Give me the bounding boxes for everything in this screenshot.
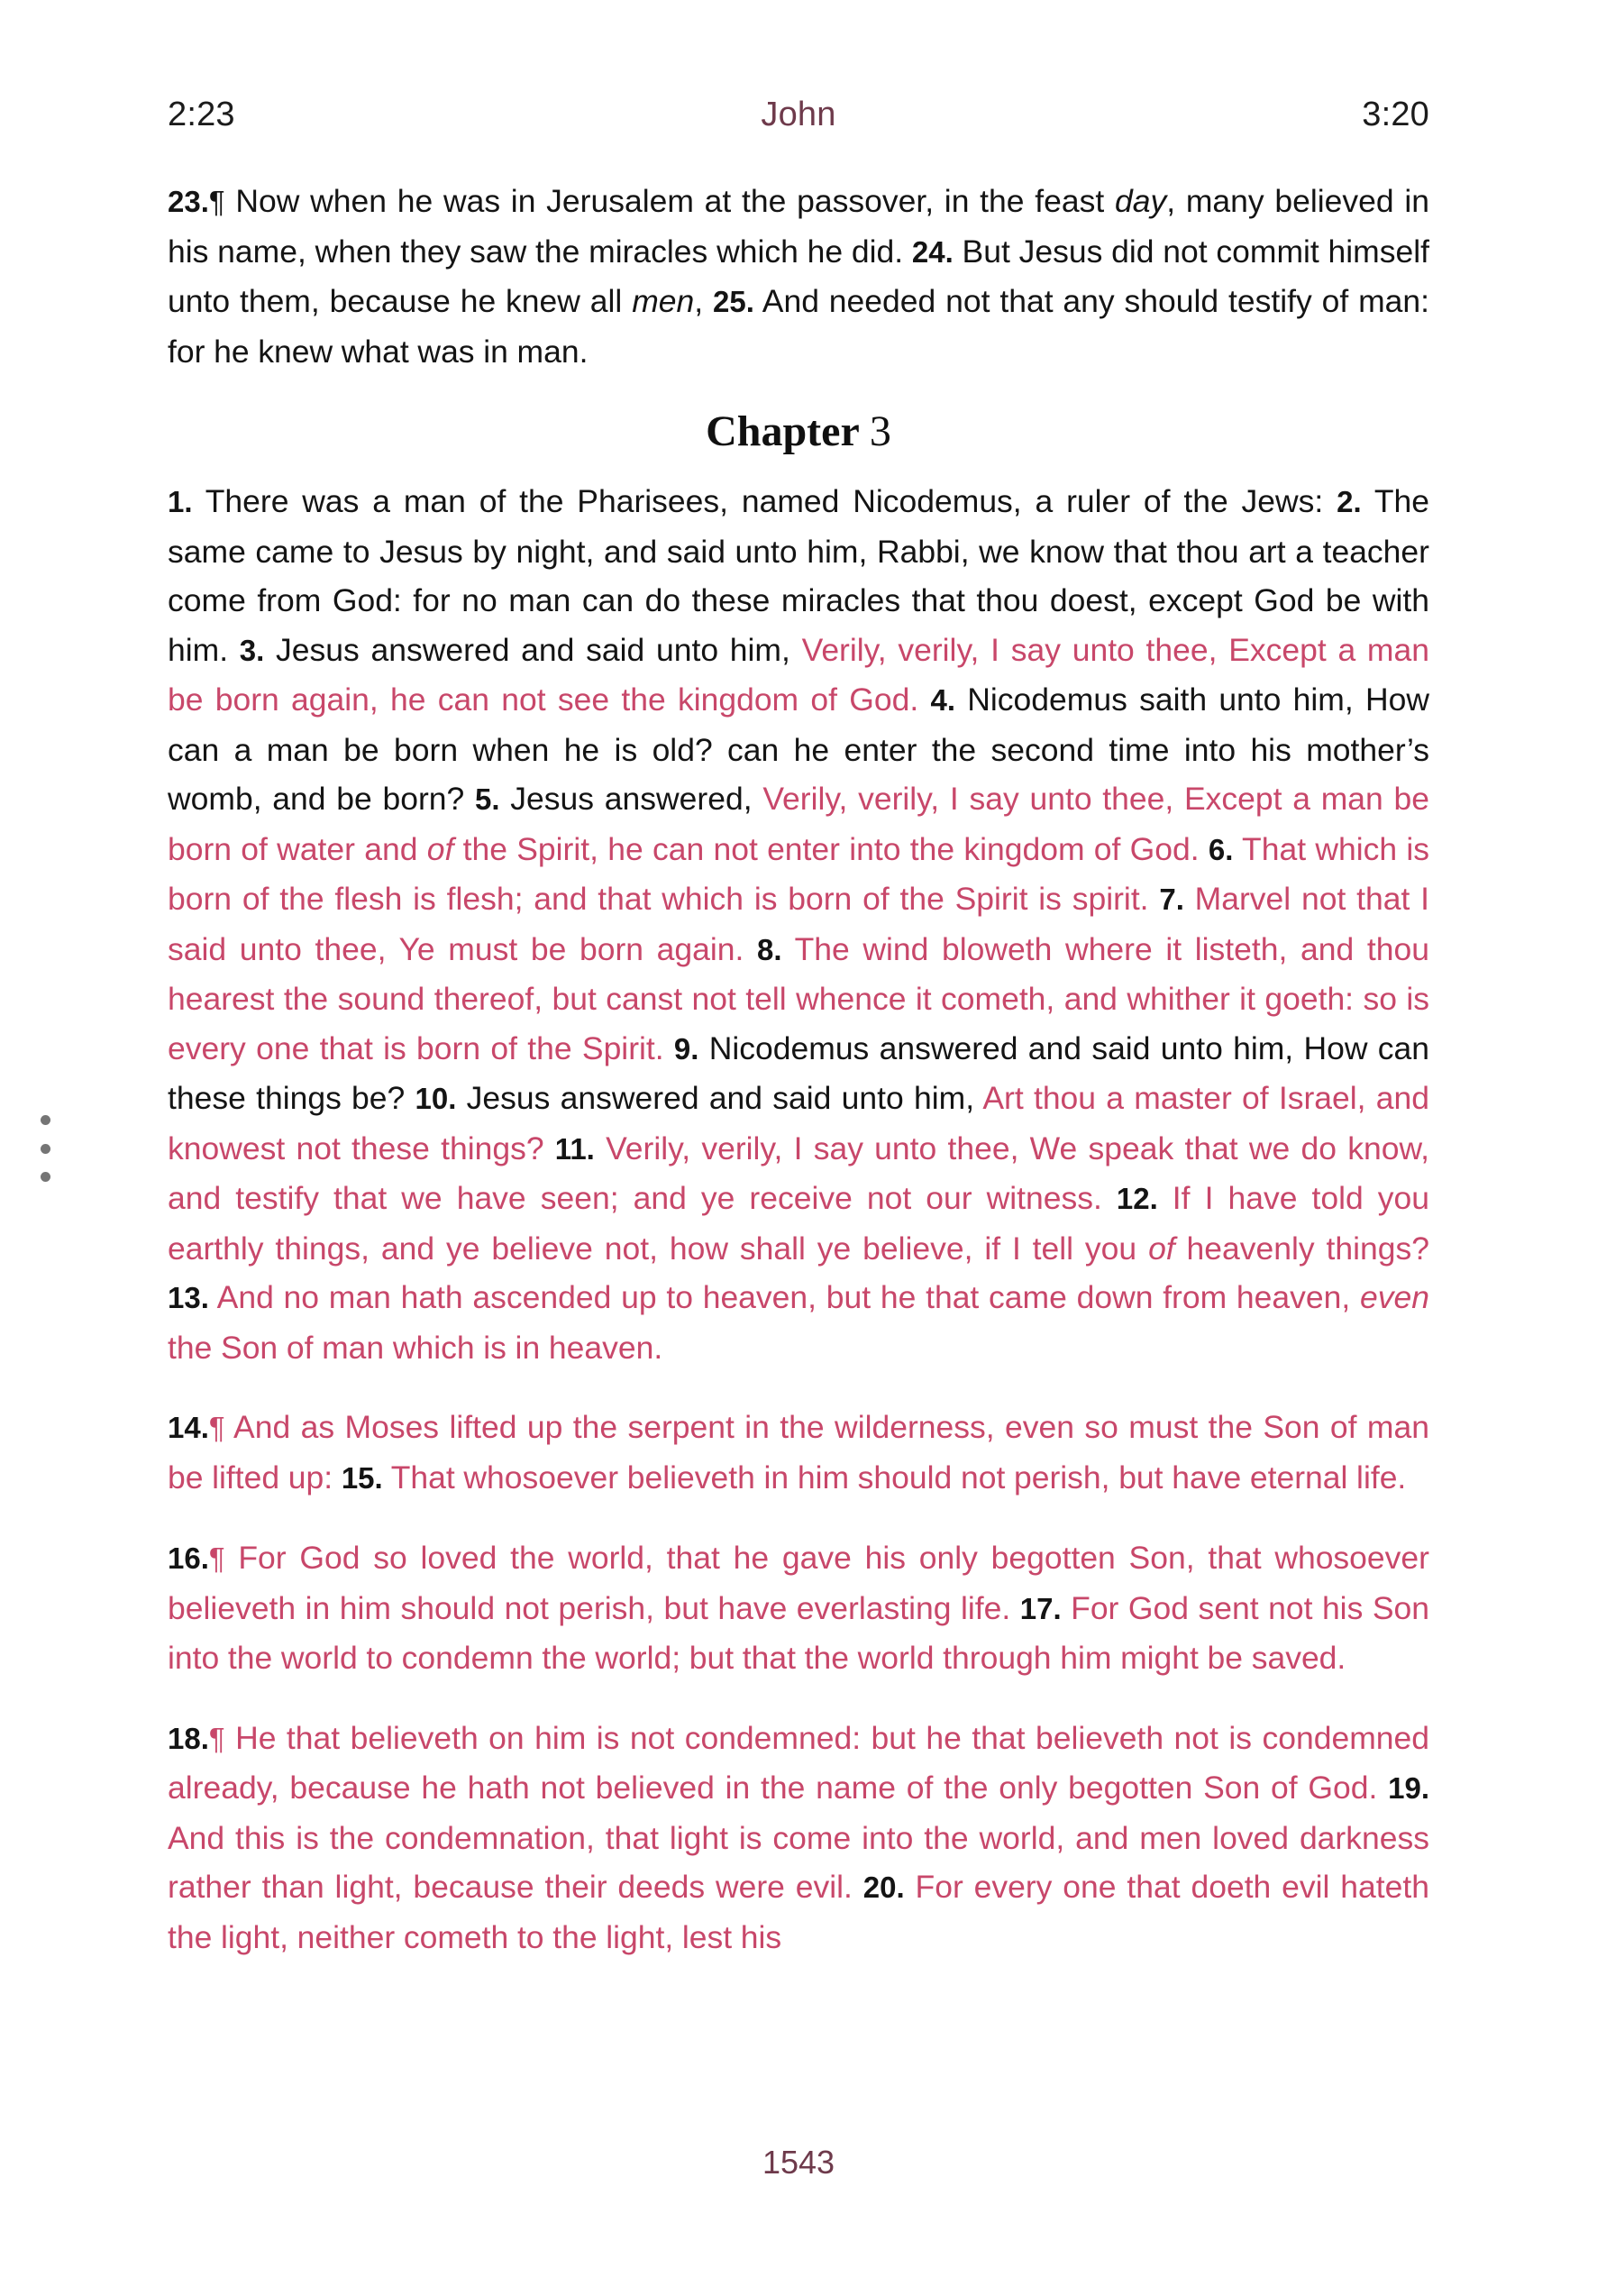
verse-number: 9. <box>673 1031 699 1066</box>
page-number: 1543 <box>762 2144 835 2181</box>
verse-text: , <box>694 283 713 319</box>
words-of-jesus: the Spirit, he can not enter into the kingdom of God. <box>453 830 1209 867</box>
verse-number: 8. <box>757 932 782 966</box>
paragraph-john-3-16-17 <box>168 1533 1429 1683</box>
verse-number: 12. <box>1116 1182 1158 1215</box>
words-of-jesus: He that believeth on him is not condemned: but he that believeth not is condemned already, because he hath not believed in the name of the only begotten Son of God. <box>168 1719 1429 1806</box>
paragraph-john-2-23-25 <box>168 177 1429 376</box>
pilcrow-icon: ¶ <box>208 1411 225 1444</box>
pilcrow-icon: ¶ <box>208 1721 225 1755</box>
italic-supplied-word: men <box>632 283 695 319</box>
verse-number: 19. <box>1388 1771 1429 1805</box>
verse-text: The same came to Jesus by night, and said unto him, Rabbi, we know that thou art a teacher come from God: for no man can do these miracles that thou doest, except God be with him. <box>168 483 1429 668</box>
verse-text: Nicodemus answered and said unto him, How can these things be? <box>168 1029 1429 1116</box>
verse-text: There was a man of the Pharisees, named Nicodemus, a ruler of the Jews: <box>192 483 1337 519</box>
words-of-jesus-italic: even <box>1360 1279 1429 1315</box>
words-of-jesus: If I have told you earthly things, and ye believe not, how shall ye believe, if I tell you <box>168 1180 1429 1267</box>
words-of-jesus: That whosoever believeth in him should not perish, but have eternal life. <box>382 1459 1407 1496</box>
verse-number: 23. <box>168 185 209 218</box>
kebab-dot <box>41 1115 50 1125</box>
paragraph-john-3-14-15 <box>168 1403 1429 1503</box>
words-of-jesus: For God so loved the world, that he gave his only begotten Son, that whosoever believeth in him should not perish, but have everlasting life. <box>168 1540 1429 1626</box>
header-end-reference: 3:20 <box>1362 96 1429 133</box>
words-of-jesus: Marvel not that I said unto thee, Ye must be born again. <box>168 881 1429 967</box>
chapter-heading-number: 3 <box>869 407 891 455</box>
words-of-jesus: The wind bloweth where it listeth, and thou hearest the sound thereof, but canst not tell whence it cometh, and whither it goeth: so is every one that is born of the Spirit. <box>168 930 1429 1066</box>
words-of-jesus: That which is born of the flesh is flesh; and that which is born of the Spirit is spirit. <box>168 830 1429 917</box>
words-of-jesus: For God sent not his Son into the world to condemn the world; but that the world through him might be saved. <box>168 1589 1429 1676</box>
verse-number: 16. <box>168 1541 209 1575</box>
scripture-column <box>168 177 1429 1962</box>
verse-text: And needed not that any should testify of man: for he knew what was in man. <box>168 283 1429 370</box>
verse-number: 2. <box>1337 485 1362 518</box>
kebab-dot <box>41 1144 50 1154</box>
chapter-heading <box>168 407 1429 457</box>
verse-text: Jesus answered, <box>499 781 763 817</box>
header-book-title: John <box>761 96 836 133</box>
words-of-jesus: the Son of man which is in heaven. <box>168 1329 663 1366</box>
words-of-jesus: For every one that doeth evil hateth the light, neither cometh to the light, lest his <box>168 1869 1429 1955</box>
words-of-jesus: And as Moses lifted up the serpent in the wilderness, even so must the Son of man be lifted up: <box>168 1409 1429 1496</box>
verse-text: Jesus answered and said unto him, <box>456 1080 983 1116</box>
verse-number: 5. <box>475 782 500 816</box>
words-of-jesus: Verily, verily, I say unto thee, Except a man be born again, he can not see the kingdom of God. <box>168 631 1429 718</box>
verse-number: 17. <box>1019 1591 1062 1625</box>
verse-number: 24. <box>911 234 954 269</box>
words-of-jesus-italic: of <box>426 830 454 867</box>
verse-number: 11. <box>554 1131 595 1166</box>
kebab-dot <box>41 1172 50 1182</box>
verse-text: Jesus answered and said unto him, <box>264 631 802 668</box>
verse-text: Nicodemus saith unto him, How can a man be born when he is old? can he enter the second time into his mother’s womb, and be born? <box>168 681 1429 817</box>
words-of-jesus: Verily, verily, I say unto thee, Except a man be born of water and <box>168 781 1430 867</box>
verse-number: 25. <box>712 285 754 318</box>
verse-number: 4. <box>930 683 955 717</box>
verse-number: 20. <box>862 1871 905 1904</box>
pilcrow-icon: ¶ <box>208 185 225 218</box>
words-of-jesus: And this is the condemnation, that light is come into the world, and men loved darkness rather than light, because their deeds were evil. <box>168 1819 1429 1905</box>
verse-text: Now when he was in Jerusalem at the passover, in the feast <box>224 183 1115 219</box>
verse-number: 6. <box>1208 832 1234 866</box>
paragraph-john-3-18-20 <box>168 1714 1429 1962</box>
words-of-jesus: Verily, verily, I say unto thee, We speak that we do know, and testify that we have seen; and ye receive not our witness. <box>168 1130 1429 1216</box>
verse-text: , many believed in his name, when they saw the miracles which he did. <box>168 183 1429 270</box>
verse-number: 13. <box>168 1281 209 1314</box>
header-start-reference: 2:23 <box>168 96 235 133</box>
verse-number: 10. <box>415 1082 457 1115</box>
words-of-jesus-italic: of <box>1148 1230 1175 1267</box>
verse-number: 3. <box>239 633 265 667</box>
running-head <box>168 96 1429 141</box>
verse-text: But Jesus did not commit himself unto them, because he knew all <box>168 233 1429 319</box>
chapter-heading-word: Chapter <box>706 407 859 455</box>
verse-number: 1. <box>168 485 193 518</box>
verse-number: 7. <box>1159 883 1184 916</box>
verse-number: 15. <box>341 1460 383 1495</box>
words-of-jesus: And no man hath ascended up to heaven, but he that came down from heaven, <box>208 1279 1361 1315</box>
words-of-jesus: heavenly things? <box>1174 1230 1429 1267</box>
verse-number: 18. <box>168 1721 209 1755</box>
words-of-jesus: Art thou a master of Israel, and knowest not these things? <box>168 1080 1430 1166</box>
verse-number: 14. <box>168 1411 209 1444</box>
italic-supplied-word: day <box>1114 183 1167 219</box>
pilcrow-icon: ¶ <box>208 1541 225 1575</box>
kebab-menu-icon[interactable] <box>34 1115 56 1182</box>
paragraph-john-3-1-13 <box>168 477 1429 1372</box>
